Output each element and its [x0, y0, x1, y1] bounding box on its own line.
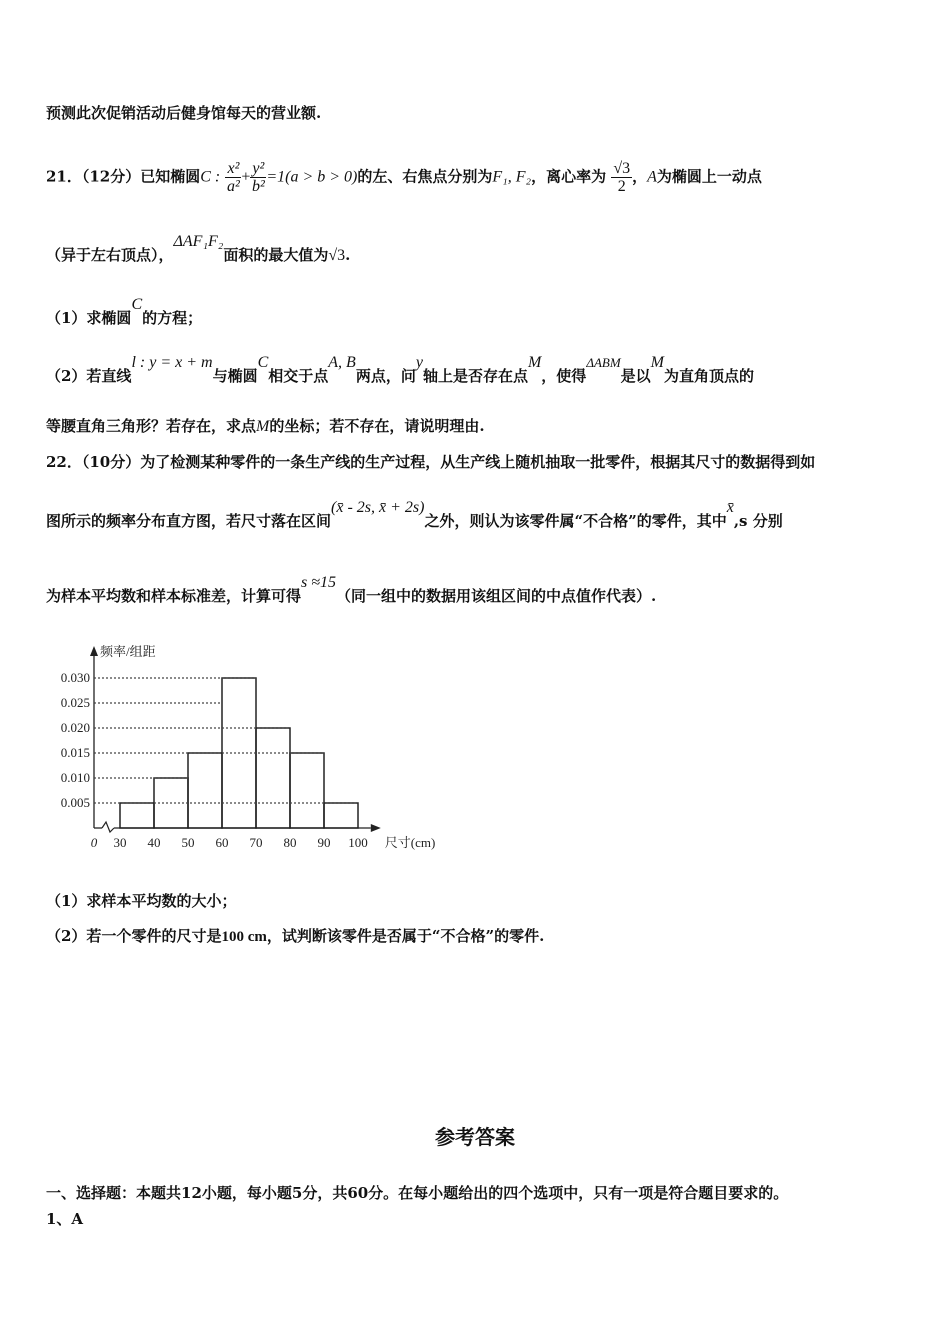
x-tick-label: 60 [215, 835, 229, 850]
q22-line-1: 22．（10分）为了检测某种零件的一条生产线的生产过程，从生产线上随机抽取一批零件，根据其尺寸的数据得到如 [46, 453, 816, 471]
answer-1: 1、A [46, 1210, 84, 1228]
x-tick-label: 50 [181, 835, 195, 850]
q22-line-3: 为样本平均数和样本标准差，计算可得s ≈15（同一组中的数据用该组区间的中点值作代表）. [46, 574, 657, 605]
y-tick-label: 0.010 [60, 770, 90, 785]
y-tick-label: 0.030 [60, 670, 90, 685]
x-tick-label: 100 [348, 835, 368, 850]
y-tick-label: 0.015 [60, 745, 90, 760]
x-tick-label: 90 [317, 835, 331, 850]
x-tick-label: 30 [113, 835, 127, 850]
y-axis-arrow [90, 646, 98, 656]
y-tick-label: 0.020 [60, 720, 90, 735]
x-axis-label: 尺寸(cm) [384, 835, 436, 850]
fraction-y-b: $\frac{\text{y²}}{\text{b²}}$ [251, 160, 265, 195]
section-1-title: 一、选择题：本题共12小题，每小题5分，共60分。在每小题给出的四个选项中，只有一项是符合题目要求的。 [46, 1184, 789, 1202]
histogram-bar [256, 728, 290, 828]
text-line: 预测此次促销活动后健身馆每天的营业额. [46, 104, 322, 122]
y-tick-label: 0.005 [60, 795, 90, 810]
q21-line-1: 21．（12分）已知椭圆C : $\frac{\text{x²}}{\text{a²}}$ + $\frac{\text{y²}}{\text{b²}}$ =1(a > b > 0)的左、右焦点分别为F₁, F₂，离心率为 $\frac{√3}{2}$ ，A为椭圆上一动点 [46, 160, 762, 195]
y-tick-label: 0.025 [60, 695, 90, 710]
x-tick-label: 70 [249, 835, 263, 850]
q22-part-2: （2）若一个零件的尺寸是100 cm，试判断该零件是否属于“不合格”的零件. [46, 927, 545, 945]
q21-line-2: （异于左右顶点），ΔAF₁F₂面积的最大值为√3. [46, 233, 351, 264]
answer-heading: 参考答案 [435, 1125, 515, 1149]
x-tick-label: 40 [147, 835, 161, 850]
axis-break [102, 822, 114, 832]
q21-part-2: （2）若直线l : y = x + m与椭圆C相交于点A, B两点，问y轴上是否存在点M，使得ΔABM是以M为直角顶点的 [46, 354, 755, 385]
x-tick-label: 0 [90, 835, 98, 850]
histogram-bar [324, 803, 358, 828]
y-axis-label: 频率/组距 [100, 644, 156, 659]
histogram-bar [290, 753, 324, 828]
x-axis-arrow [371, 824, 381, 832]
q21-part-1: （1）求椭圆C的方程； [46, 296, 203, 327]
histogram-bar [120, 803, 154, 828]
q22-line-2: 图所示的频率分布直方图，若尺寸落在区间(x̄ - 2s, x̄ + 2s)之外，则认为该零件属“不合格”的零件，其中x̄,s 分别 [46, 499, 783, 530]
fraction-x-a: $\frac{\text{x²}}{\text{a²}}$ [227, 160, 240, 195]
histogram-bar [188, 753, 222, 828]
frequency-histogram [46, 638, 466, 863]
q21-line-3: 等腰直角三角形？若存在，求点M的坐标；若不存在，请说明理由. [46, 417, 485, 435]
fraction-eccentricity: $\frac{√3}{2}$ [613, 160, 631, 195]
q22-part-1: （1）求样本平均数的大小； [46, 892, 237, 910]
x-tick-label: 80 [283, 835, 297, 850]
